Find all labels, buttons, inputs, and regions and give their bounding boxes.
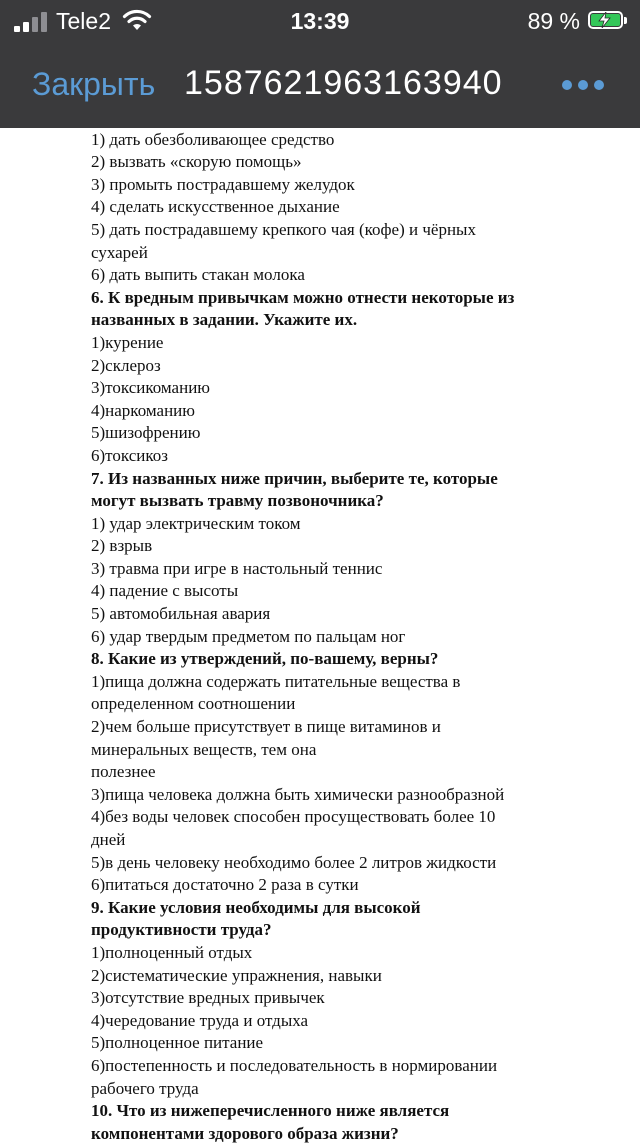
answer-line: дней xyxy=(91,830,126,849)
navigation-bar xyxy=(0,44,640,128)
status-bar xyxy=(0,0,640,44)
document-title: 1587621963163940 xyxy=(184,64,503,102)
question-line: могут вызвать травму позвоночника? xyxy=(91,491,384,511)
clock: 13:39 xyxy=(290,8,350,34)
answer-line: 2) взрыв xyxy=(91,536,153,556)
answer-line: 2)систематические упражнения, навыки xyxy=(91,965,382,985)
question-line: 6. К вредным привычкам можно отнести некоторые из xyxy=(91,287,515,307)
question-line: 8. Какие из утверждений, по-вашему, верны? xyxy=(91,649,439,669)
answer-line: 1)пища должна содержать питательные вещества в xyxy=(91,671,461,691)
answer-line: 3) промыть пострадавшему желудок xyxy=(91,174,355,194)
answer-line: 3)токсикоманию xyxy=(91,378,210,398)
answer-line: 1)полноценный отдых xyxy=(91,942,253,962)
answer-line: полезнее xyxy=(91,762,156,782)
answer-line: 3)отсутствие вредных привычек xyxy=(91,988,325,1008)
answer-line: 3)пища человека должна быть химически разнообразной xyxy=(91,784,505,804)
question-line: 7. Из названных ниже причин, выберите те, которые xyxy=(91,468,498,488)
close-button[interactable]: Закрыть xyxy=(32,66,156,102)
answer-line: сухарей xyxy=(91,242,148,262)
answer-line: 6)постепенность и последовательность в нормировании xyxy=(91,1055,498,1075)
answer-line: 1)курение xyxy=(91,332,164,352)
question-line: 10. Что из нижеперечисленного ниже является xyxy=(91,1101,450,1121)
answer-line: 1) удар электрическим током xyxy=(91,513,301,533)
carrier-name: Tele2 xyxy=(56,8,111,34)
answer-line: рабочего труда xyxy=(91,1078,199,1098)
battery-charging-icon xyxy=(588,11,628,31)
answer-line: определенном соотношении xyxy=(91,694,296,714)
answer-line: 4) падение с высоты xyxy=(91,581,239,601)
ellipsis-icon[interactable] xyxy=(562,68,604,98)
answer-line: 5)в день человеку необходимо более 2 литров жидкости xyxy=(91,852,497,872)
question-line: названных в задании. Укажите их. xyxy=(91,310,358,330)
answer-line: 6) удар твердым предметом по пальцам ног xyxy=(91,626,406,646)
answer-line: 1) дать обезболивающее средство xyxy=(91,129,335,149)
answer-line: 4)наркоманию xyxy=(91,400,195,420)
answer-line: 6)питаться достаточно 2 раза в сутки xyxy=(91,875,359,895)
answer-line: 5) автомобильная авария xyxy=(91,604,271,624)
answer-line: 6) дать выпить стакан молока xyxy=(91,265,305,285)
answer-line: 5)шизофрению xyxy=(91,423,201,443)
question-line: компонентами здорового образа жизни? xyxy=(91,1123,399,1143)
answer-line: 5)полноценное питание xyxy=(91,1033,264,1053)
answer-line: 2)склероз xyxy=(91,355,161,375)
question-line: 9. Какие условия необходимы для высокой xyxy=(91,897,421,917)
answer-line: 2)чем больше присутствует в пище витаминов и xyxy=(91,717,441,737)
answer-line: 4)чередование труда и отдыха xyxy=(91,1010,309,1030)
question-line: продуктивности труда? xyxy=(91,920,272,940)
answer-line: 4)без воды человек способен просуществовать более 10 xyxy=(91,807,496,827)
answer-line: минеральных веществ, тем она xyxy=(91,739,317,759)
answer-line: 3) травма при игре в настольный теннис xyxy=(91,558,383,578)
top-bar xyxy=(0,0,640,128)
document-content xyxy=(91,106,611,1145)
answer-line: 5) дать пострадавшему крепкого чая (кофе) и чёрных xyxy=(91,219,476,239)
answer-line: 2) вызвать «скорую помощь» xyxy=(91,152,302,172)
answer-line: 6)токсикоз xyxy=(91,445,168,465)
answer-line: 4) сделать искусственное дыхание xyxy=(91,197,340,217)
battery-percent: 89 % xyxy=(527,8,580,34)
